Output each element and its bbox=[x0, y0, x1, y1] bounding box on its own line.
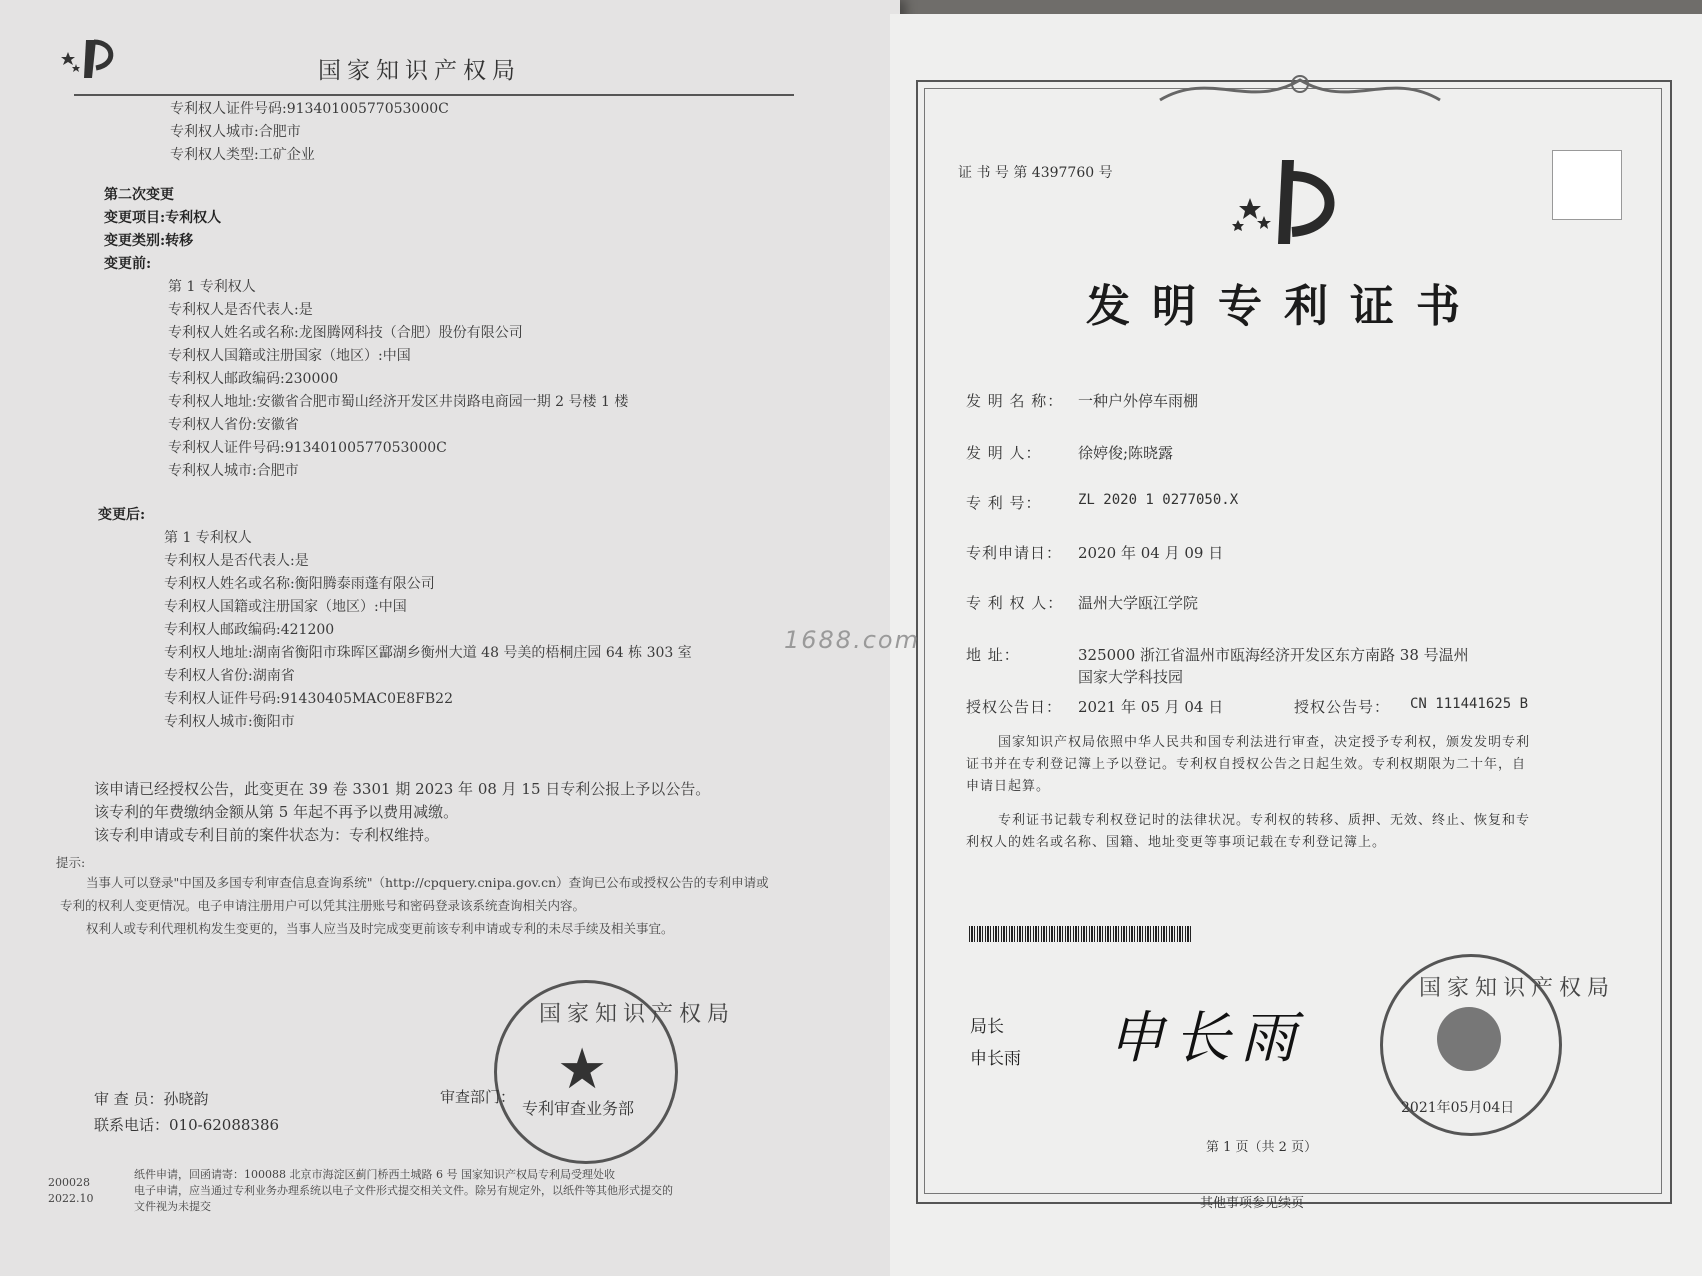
patent-number: ZL 2020 1 0277050.X bbox=[1078, 492, 1239, 508]
before-line: 专利权人是否代表人:是 bbox=[168, 302, 313, 318]
after-line: 专利权人地址:湖南省衡阳市珠晖区酃湖乡衡州大道 48 号美的梧桐庄园 64 栋 303 室 bbox=[164, 645, 692, 661]
examiner: 审 查 员：孙晓韵 bbox=[94, 1090, 209, 1108]
dept-label: 审查部门： bbox=[440, 1088, 516, 1106]
top-line: 专利权人类型:工矿企业 bbox=[170, 147, 315, 163]
ornament-icon bbox=[1150, 70, 1450, 110]
footer-line: 电子申请，应当通过专利业务办理系统以电子文件形式提交相关文件。除另有规定外，以纸件等其他形式提交的 bbox=[134, 1184, 673, 1197]
tip-line: 当事人可以登录"中国及多国专利审查信息查询系统"（http://cpquery.cnipa.gov.cn）查询已公布或授权公告的专利申请或 bbox=[86, 875, 769, 890]
field-label: 专 利 号： bbox=[966, 494, 1042, 512]
notice-line: 该专利的年费缴纳金额从第 5 年起不再予以费用减缴。 bbox=[94, 803, 459, 821]
before-label: 变更前: bbox=[104, 256, 152, 272]
footer-date: 2022.10 bbox=[48, 1192, 94, 1205]
before-line: 专利权人地址:安徽省合肥市蜀山经济开发区井岗路电商园一期 2 号楼 1 楼 bbox=[168, 394, 629, 410]
director-name: 申长雨 bbox=[970, 1049, 1021, 1069]
after-line: 专利权人是否代表人:是 bbox=[164, 553, 309, 569]
address-label: 地 址： bbox=[966, 646, 1020, 664]
field-label: 发 明 名 称： bbox=[966, 392, 1064, 410]
statement-line: 国家知识产权局依照中华人民共和国专利法进行审查，决定授予专利权，颁发发明专利 bbox=[998, 735, 1531, 750]
star-icon: ★ bbox=[557, 1037, 608, 1102]
patentee: 温州大学瓯江学院 bbox=[1078, 594, 1199, 612]
footer-line: 纸件申请，回函请寄：100088 北京市海淀区蓟门桥西土城路 6 号 国家知识产权局专利局受理处收 bbox=[134, 1168, 615, 1181]
page-info: 第 1 页（共 2 页） bbox=[1206, 1140, 1318, 1155]
change-title: 第二次变更 bbox=[104, 187, 174, 203]
after-line: 专利权人省份:湖南省 bbox=[164, 668, 295, 684]
continue-note: 其他事项参见续页 bbox=[1200, 1196, 1305, 1211]
footer-line: 文件视为未提交 bbox=[134, 1200, 211, 1213]
national-emblem-icon bbox=[1437, 1007, 1501, 1071]
left-header-title: 国家知识产权局 bbox=[318, 58, 521, 84]
grant-no-label: 授权公告号： bbox=[1294, 698, 1391, 716]
change-type: 变更类别:转移 bbox=[104, 233, 194, 249]
cnipa-seal bbox=[494, 980, 736, 1164]
after-line: 专利权人国籍或注册国家（地区）:中国 bbox=[164, 599, 407, 615]
invention-name: 一种户外停车雨棚 bbox=[1078, 392, 1199, 410]
cnipa-logo-icon bbox=[56, 34, 120, 80]
before-line: 专利权人姓名或名称:龙图腾网科技（合肥）股份有限公司 bbox=[168, 325, 523, 341]
before-line: 专利权人邮政编码:230000 bbox=[168, 371, 339, 387]
cnipa-seal bbox=[1380, 954, 1616, 1136]
address-line: 国家大学科技园 bbox=[1078, 668, 1184, 686]
field-label: 专利申请日： bbox=[966, 544, 1063, 562]
cnipa-logo-icon bbox=[1220, 154, 1350, 250]
seal-text: 国家知识产权局 bbox=[539, 1002, 736, 1027]
watermark: 1688.com bbox=[784, 626, 920, 654]
before-line: 第 1 专利权人 bbox=[168, 279, 256, 295]
grant-date-label: 授权公告日： bbox=[966, 698, 1063, 716]
change-item: 变更项目:专利权人 bbox=[104, 210, 222, 226]
before-line: 专利权人证件号码:91340100577053000C bbox=[168, 440, 447, 456]
notice-line: 该申请已经授权公告，此变更在 39 卷 3301 期 2023 年 08 月 15 日专利公报上予以公告。 bbox=[94, 780, 711, 798]
footer-code: 200028 bbox=[48, 1176, 90, 1189]
top-line: 专利权人城市:合肥市 bbox=[170, 124, 301, 140]
statement-line: 专利证书记载专利权登记时的法律状况。专利权的转移、质押、无效、终止、恢复和专 bbox=[998, 813, 1531, 828]
qr-code-icon bbox=[1552, 150, 1622, 220]
after-line: 专利权人证件号码:91430405MAC0E8FB22 bbox=[164, 691, 453, 707]
director-title: 局长 bbox=[970, 1017, 1004, 1037]
seal-date: 2021年05月04日 bbox=[1401, 1100, 1515, 1116]
header-rule bbox=[74, 94, 794, 96]
grant-number: CN 111441625 B bbox=[1410, 696, 1529, 712]
dept-value: 专利审查业务部 bbox=[522, 1099, 635, 1118]
after-label: 变更后: bbox=[98, 507, 146, 523]
after-line: 专利权人城市:衡阳市 bbox=[164, 714, 295, 730]
notice-line: 该专利申请或专利目前的案件状态为：专利权维持。 bbox=[94, 826, 440, 844]
director-signature: 申长雨 bbox=[1108, 1006, 1306, 1071]
certificate-title: 发明专利证书 bbox=[1086, 281, 1482, 332]
before-line: 专利权人国籍或注册国家（地区）:中国 bbox=[168, 348, 411, 364]
application-date: 2020 年 04 月 09 日 bbox=[1078, 544, 1224, 562]
seal-text: 国家知识产权局 bbox=[1419, 976, 1616, 1001]
before-line: 专利权人省份:安徽省 bbox=[168, 417, 299, 433]
grant-date: 2021 年 05 月 04 日 bbox=[1078, 698, 1224, 716]
certificate-number: 证 书 号 第 4397760 号 bbox=[958, 165, 1113, 181]
after-line: 专利权人姓名或名称:衡阳腾泰雨蓬有限公司 bbox=[164, 576, 435, 592]
tip-line: 权利人或专利代理机构发生变更的，当事人应当及时完成变更前该专利申请或专利的未尽手续及相关事宜。 bbox=[86, 921, 674, 936]
barcode-icon bbox=[969, 926, 1191, 942]
inventors: 徐婷俊;陈晓露 bbox=[1078, 444, 1174, 462]
statement-line: 证书并在专利登记簿上予以登记。专利权自授权公告之日起生效。专利权期限为二十年，自 bbox=[966, 757, 1527, 772]
contact-phone: 联系电话：010-62088386 bbox=[94, 1116, 280, 1134]
before-line: 专利权人城市:合肥市 bbox=[168, 463, 299, 479]
statement-line: 利权人的姓名或名称、国籍、地址变更等事项记载在专利登记簿上。 bbox=[966, 835, 1387, 850]
top-line: 专利权人证件号码:91340100577053000C bbox=[170, 101, 449, 117]
field-label: 发 明 人： bbox=[966, 444, 1042, 462]
address-line: 325000 浙江省温州市瓯海经济开发区东方南路 38 号温州 bbox=[1078, 646, 1469, 664]
tip-line: 专利的权利人变更情况。电子申请注册用户可以凭其注册账号和密码登录该系统查询相关内容。 bbox=[60, 898, 586, 913]
after-line: 专利权人邮政编码:421200 bbox=[164, 622, 335, 638]
patent-certificate-page bbox=[890, 14, 1702, 1276]
after-line: 第 1 专利权人 bbox=[164, 530, 252, 546]
tip-label: 提示: bbox=[56, 855, 86, 870]
field-label: 专 利 权 人： bbox=[966, 594, 1064, 612]
statement-line: 申请日起算。 bbox=[966, 779, 1051, 794]
